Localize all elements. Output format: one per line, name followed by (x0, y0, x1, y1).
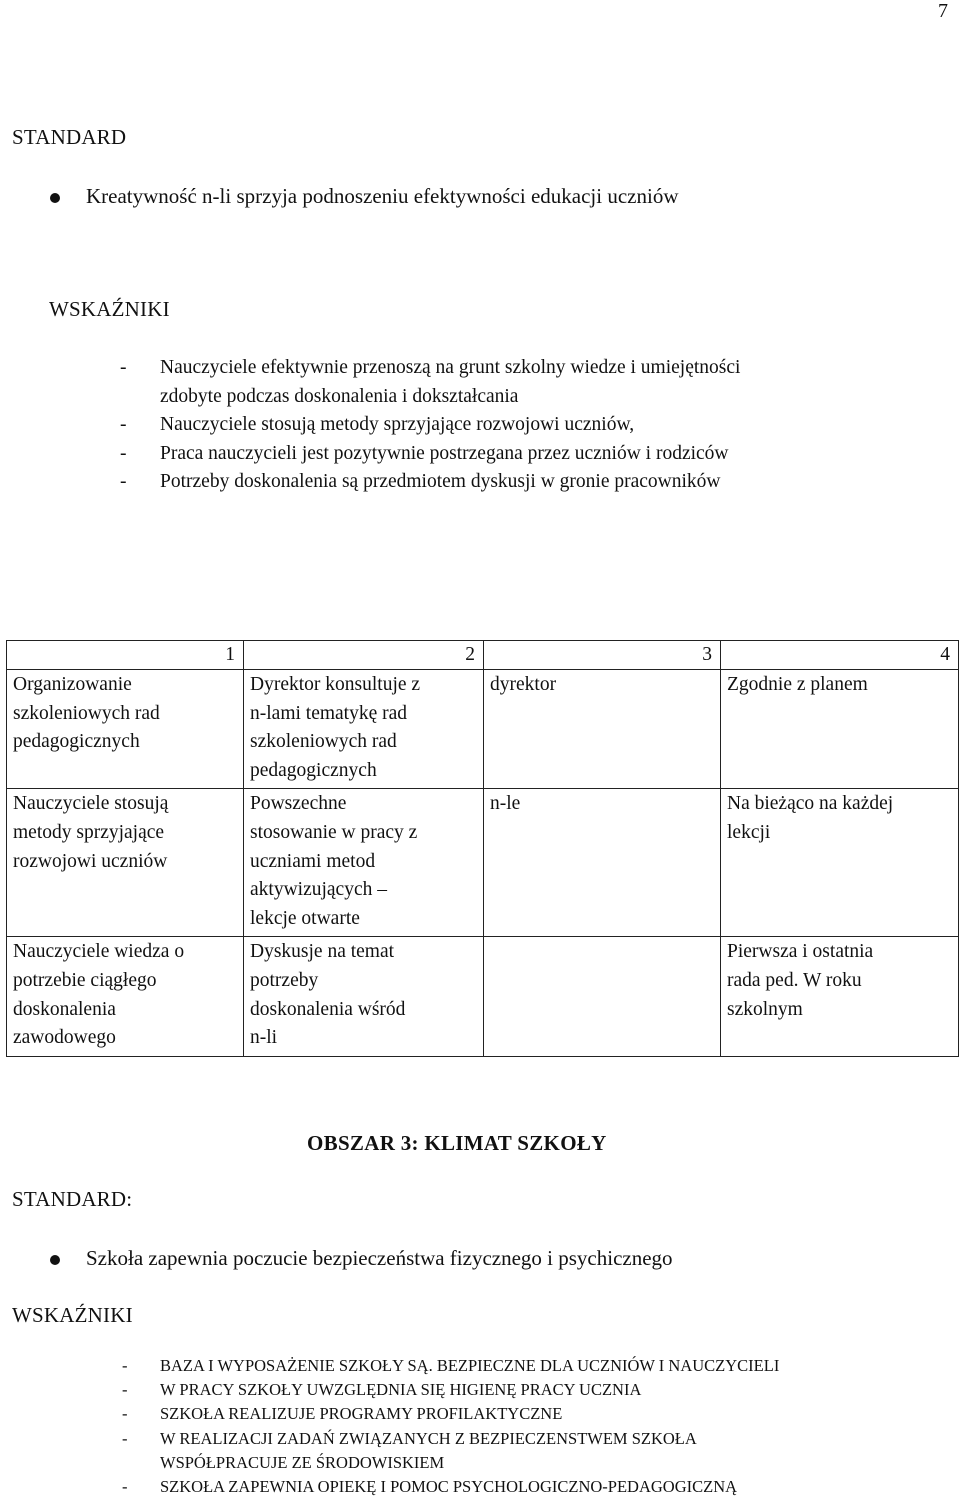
table-row (7, 789, 959, 937)
dash-icon: - (122, 1428, 128, 1448)
column-header: 4 (721, 641, 959, 670)
indicator-text: Nauczyciele stosują metody sprzyjające rozwojowi uczniów, (160, 414, 635, 435)
table-cell (484, 670, 721, 789)
cell-text: lekcji (727, 821, 771, 843)
indicator-item (122, 1402, 779, 1426)
cell-text: Nauczyciele stosują (13, 793, 169, 815)
cell-text: pedagogicznych (250, 759, 377, 781)
table-cell (484, 789, 721, 937)
column-header: 1 (7, 641, 244, 670)
cell-text: potrzebie ciągłego (13, 969, 157, 991)
column-header: 3 (484, 641, 721, 670)
cell-text: szkoleniowych rad (250, 731, 397, 753)
bullet-icon (50, 193, 60, 203)
cell-text: rada ped. W roku (727, 969, 862, 991)
indicator-text: SZKOŁA ZAPEWNIA OPIEKĘ I POMOC PSYCHOLOGICZNO-PEDAGOGICZNĄ (160, 1477, 738, 1497)
column-header: 2 (244, 641, 484, 670)
cell-text: aktywizujących – (250, 879, 387, 901)
indicator-text: BAZA I WYPOSAŻENIE SZKOŁY SĄ. BEZPIECZNE DLA UCZNIÓW I NAUCZYCIELI (160, 1356, 780, 1375)
table-cell (244, 789, 484, 937)
cell-text: n-le (490, 793, 521, 815)
indicator-item (122, 1427, 779, 1475)
indicator-text: W REALIZACJI ZADAŃ ZWIĄZANYCH Z BEZPIECZENSTWEM SZKOŁA (160, 1428, 697, 1448)
table-cell (244, 670, 484, 789)
dash-icon: - (120, 442, 127, 464)
indicator-text: WSPÓŁPRACUJE ZE ŚRODOWISKIEM (160, 1452, 445, 1472)
indicator-item (122, 1475, 779, 1499)
indicator-item (120, 440, 740, 469)
cell-text: stosowanie w pracy z (250, 821, 418, 843)
cell-text: Zgodnie z planem (727, 674, 868, 695)
table-cell (7, 670, 244, 789)
dash-icon: - (120, 414, 127, 435)
standard-bullet-text: Kreatywność n-li sprzyja podnoszeniu efektywności edukacji uczniów (86, 184, 679, 208)
cell-text: potrzeby (250, 969, 319, 991)
cell-text: rozwojowi uczniów (13, 850, 168, 872)
cell-text: Na bieżąco na każdej (727, 793, 894, 815)
table-row (7, 937, 959, 1056)
standard-bullet-text: Szkoła zapewnia poczucie bezpieczeństwa fizycznego i psychicznego (86, 1246, 673, 1270)
dash-icon: - (120, 357, 127, 378)
dash-icon: - (122, 1404, 128, 1424)
table-cell (721, 937, 959, 1056)
indicators-list (120, 354, 740, 497)
indicator-text: zdobyte podczas doskonalenia i dokształcania (160, 385, 519, 407)
cell-text: zawodowego (13, 1027, 116, 1049)
table-cell (721, 670, 959, 789)
cell-text: szkoleniowych rad (13, 702, 160, 724)
table-cell (7, 789, 244, 937)
dash-icon: - (120, 471, 127, 492)
indicator-item (120, 468, 740, 497)
table-cell (7, 937, 244, 1056)
indicators-label: WSKAŹNIKI (12, 1303, 133, 1327)
cell-text: Organizowanie (13, 674, 132, 695)
indicator-text: W PRACY SZKOŁY UWZGLĘDNIA SIĘ HIGIENĘ PRACY UCZNIA (160, 1380, 642, 1400)
cell-text: uczniami metod (250, 850, 376, 872)
indicator-item (120, 411, 740, 440)
indicators-label: WSKAŹNIKI (49, 297, 170, 321)
cell-text: Dyskusje na temat (250, 941, 395, 963)
standard-label: STANDARD (12, 125, 127, 149)
table-cell (244, 937, 484, 1056)
table-cell (721, 789, 959, 937)
indicator-text: Praca nauczycieli jest pozytywnie postrzegana przez uczniów i rodziców (160, 442, 729, 464)
indicator-text: SZKOŁA REALIZUJE PROGRAMY PROFILAKTYCZNE (160, 1404, 563, 1424)
plan-table (6, 640, 959, 1057)
table-row (7, 670, 959, 789)
indicators-list (122, 1354, 779, 1499)
cell-text: Pierwsza i ostatnia (727, 941, 874, 963)
cell-text: Nauczyciele wiedza o (13, 941, 185, 963)
page-number: 7 (938, 0, 948, 22)
cell-text: Powszechne (250, 793, 347, 815)
dash-icon: - (122, 1477, 128, 1497)
indicator-item (122, 1354, 779, 1378)
cell-text: dyrektor (490, 674, 557, 695)
table-cell (484, 937, 721, 1056)
cell-text: doskonalenia (13, 998, 116, 1020)
cell-text: szkolnym (727, 998, 803, 1020)
indicator-item (122, 1378, 779, 1402)
cell-text: lekcje otwarte (250, 907, 360, 929)
cell-text: doskonalenia wśród (250, 998, 406, 1020)
standard-label: STANDARD: (12, 1187, 133, 1211)
cell-text: pedagogicznych (13, 731, 140, 753)
cell-text: Dyrektor konsultuje z (250, 674, 421, 695)
cell-text: metody sprzyjające (13, 821, 165, 843)
bullet-icon (50, 1255, 60, 1265)
indicator-text: Nauczyciele efektywnie przenoszą na grunt szkolny wiedze i umiejętności (160, 357, 741, 378)
indicator-item (120, 354, 740, 411)
cell-text: n-li (250, 1027, 278, 1049)
area-title: OBSZAR 3: KLIMAT SZKOŁY (307, 1131, 607, 1155)
dash-icon: - (122, 1356, 128, 1375)
table-header-row (7, 641, 959, 670)
cell-text: n-lami tematykę rad (250, 702, 408, 724)
indicator-text: Potrzeby doskonalenia są przedmiotem dyskusji w gronie pracowników (160, 471, 721, 492)
dash-icon: - (122, 1380, 128, 1400)
